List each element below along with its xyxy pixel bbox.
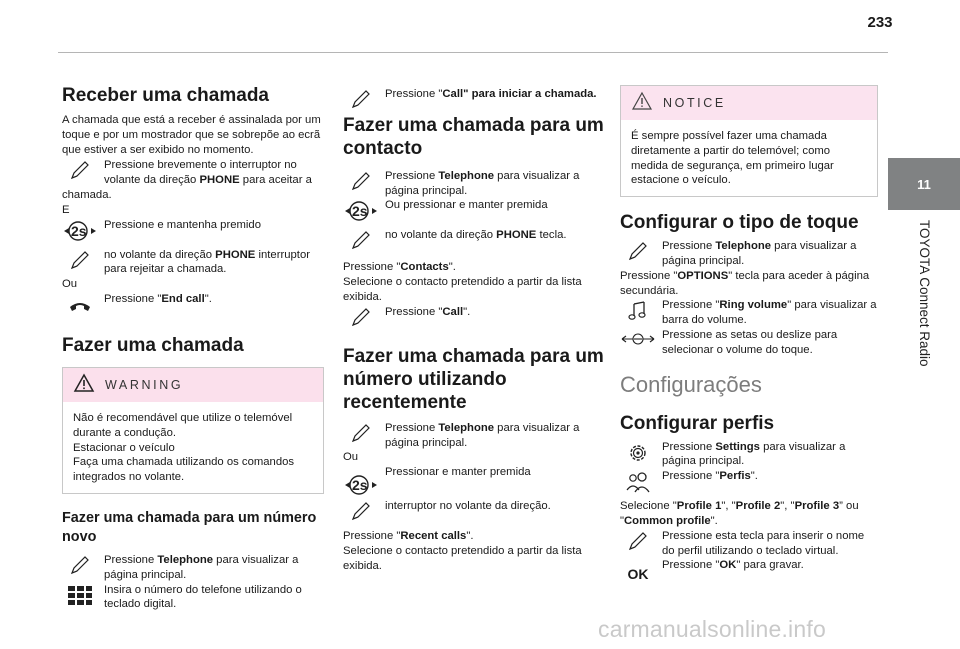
warning-icon (631, 91, 653, 116)
recent-select: Selecione o contacto pretendido a partir da lista exibida. (343, 544, 582, 572)
contacts-select: Selecione o contacto pretendido a partir da lista exibida. (343, 276, 582, 303)
chapter-tab: 11 (888, 158, 960, 210)
step-open-telephone: Pressione Telephone para visualizar a página principal. (62, 553, 324, 583)
warning-title: WARNING (105, 377, 184, 392)
step-start-call: Pressione "Call" para iniciar a chamada. (343, 87, 605, 102)
conjunction-e: E (62, 203, 70, 216)
pen-icon (343, 229, 379, 255)
svg-text:2s: 2s (352, 477, 368, 494)
step-ring-arrows: Pressione as setas ou deslize para selecionar o volume do toque. (620, 328, 878, 358)
chapter-label (912, 220, 936, 510)
notice-title: NOTICE (663, 95, 726, 110)
warning-box (62, 367, 324, 494)
step-ring-telephone: Pressione Telephone para visualizar a página principal. (620, 239, 878, 269)
column-2 (343, 82, 605, 574)
ring-volume-icon (620, 299, 656, 325)
step-settings: Pressione Settings para visualizar a página principal. (620, 440, 878, 470)
section-title-receive-call: Receber uma chamada (62, 85, 269, 106)
warning-header (63, 368, 323, 402)
step-accept-call: Pressione brevemente o interruptor no volante da direção PHONE para aceitar a (62, 158, 324, 188)
keypad-icon (62, 584, 98, 610)
step-recent-hold: 2s Pressionar e manter premida (343, 465, 605, 497)
steering-wheel-switch-icon (343, 199, 379, 225)
step-contact-call: Pressione "Call". (343, 305, 605, 331)
contacts-instruction: Pressione "Contacts". (343, 261, 456, 274)
svg-text:2s: 2s (71, 222, 87, 239)
receive-call-intro: A chamada que está a receber é assinalada por um toque e por um mostrador que se sobrepõe ao ecrã que estiver a ser exibido no momento. (62, 114, 321, 156)
step-profile-name: Pressione esta tecla para inserir o nome do perfil utilizando o teclado virtual. (620, 529, 878, 559)
section-title-call-contact: Fazer uma chamada para um contacto (343, 114, 604, 159)
pen-icon (343, 170, 379, 196)
step-ring-volume: Pressione "Ring volume" para visualizar a barra do volume. (620, 298, 878, 328)
header-rule (58, 52, 888, 53)
svg-text:2s: 2s (352, 203, 368, 220)
accept-call-cont: chamada. (62, 188, 112, 201)
pen-icon (343, 88, 379, 114)
pen-icon (343, 306, 379, 332)
step-contact-phone-key: no volante da direção PHONE tecla. (343, 228, 605, 260)
section-title-make-call: Fazer uma chamada (62, 334, 244, 356)
section-title-profiles: Configurar perfis (620, 412, 775, 434)
notice-body: É sempre possível fazer uma chamada diretamente a partir do telemóvel; como medida de segurança, em primeiro lugar estacione o veículo. (631, 130, 834, 187)
warning-body: Não é recomendável que utilize o telemóvel durante a condução. Estacionar o veículo Faça uma chamada utilizando os comandos integrados no volante. (73, 411, 295, 484)
pen-icon (620, 530, 656, 556)
steering-wheel-switch-icon (343, 473, 379, 499)
step-contact-hold: 2s Ou pressionar e manter premida (343, 198, 605, 228)
pen-icon (343, 422, 379, 448)
section-title-ring-type: Configurar o tipo de toque (620, 212, 859, 234)
section-title-new-number: Fazer uma chamada para um número novo (62, 509, 317, 545)
step-profile-save: OK Pressione "OK" para gravar. (620, 558, 878, 573)
step-recent-telephone: Pressione Telephone para visualizar a página principal. (343, 421, 605, 451)
conjunction-ou: Ou (62, 278, 78, 291)
notice-header (621, 86, 877, 120)
end-call-icon (62, 293, 98, 319)
steering-wheel-switch-icon (62, 219, 98, 245)
arrows-icon (620, 329, 656, 355)
section-title-settings: Configurações (620, 371, 762, 397)
step-enter-number: Insira o número do telefone utilizando o teclado digital. (62, 583, 324, 613)
recent-ou: Ou (343, 451, 359, 464)
options-instruction: Pressione "OPTIONS" tecla para aceder à página secundária. (620, 269, 870, 297)
step-press-hold: 2s Pressione e mantenha premido (62, 218, 324, 246)
step-reject-call: no volante da direção PHONE interruptor para rejeitar a chamada. (62, 248, 324, 278)
page-number: 233 (867, 14, 893, 31)
step-recent-switch: interruptor no volante da direção. (343, 499, 605, 529)
watermark: carmanualsonline.info (598, 616, 826, 642)
pen-icon (620, 240, 656, 266)
pen-icon (343, 500, 379, 526)
select-profile: Selecione "Profile 1", "Profile 2", "Profile 3” ou "Common profile". (620, 500, 859, 527)
gear-icon (620, 441, 656, 467)
warning-icon (73, 373, 95, 398)
step-end-call: Pressione "End call". (62, 292, 324, 320)
step-contact-telephone: Pressione Telephone para visualizar a página principal. (343, 169, 605, 199)
step-profiles: Pressione "Perfis". (620, 469, 878, 497)
chapter-title: TOYOTA Connect Radio (917, 220, 932, 367)
recent-calls-instruction: Pressione "Recent calls". (343, 530, 474, 543)
column-1 (62, 82, 324, 612)
pen-icon (62, 554, 98, 580)
profile-icon (620, 470, 656, 496)
section-title-recent-number: Fazer uma chamada para um número utilizando recentemente (343, 345, 604, 413)
notice-box (620, 85, 878, 197)
pen-icon (62, 249, 98, 275)
pen-icon (62, 159, 98, 185)
ok-icon: OK (627, 566, 649, 583)
column-3 (620, 82, 878, 583)
